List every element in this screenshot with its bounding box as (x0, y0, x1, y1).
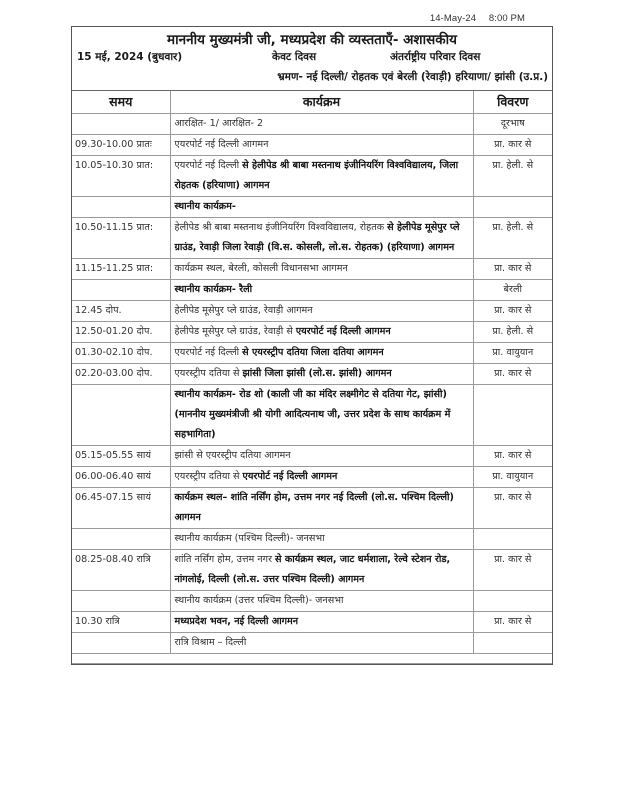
programme-text: एयरपोर्ट नई दिल्ली (174, 160, 243, 171)
column-header-details: विवरण (473, 91, 552, 114)
row-time (72, 633, 170, 654)
schedule-row (72, 322, 552, 343)
row-programme (170, 218, 473, 259)
schedule-row (72, 114, 552, 135)
row-time: 06.00-06.40 सायं (72, 467, 170, 488)
row-details (473, 633, 552, 654)
schedule-row (72, 529, 552, 550)
programme-text: एयरपोर्ट नई दिल्ली (174, 347, 243, 358)
row-details: प्रा. हेली. से (473, 218, 552, 259)
row-time: 05.15-05.55 सायं (72, 446, 170, 467)
programme-text: आरक्षित- 1/ आरक्षित- 2 (174, 118, 264, 129)
row-time: 06.45-07.15 सायं (72, 488, 170, 529)
programme-text: एयरस्ट्रीप दतिया से (174, 471, 243, 482)
row-details: प्रा. कार से (473, 301, 552, 322)
row-details: प्रा. कार से (473, 612, 552, 633)
row-programme (170, 280, 473, 301)
programme-text-bold: मध्यप्रदेश भवन, नई दिल्ली आगमन (174, 616, 299, 627)
row-programme (170, 301, 473, 322)
schedule-row (72, 135, 552, 156)
programme-text-bold: एयरपोर्ट नई दिल्ली आगमन (295, 326, 391, 337)
row-time: 09.30-10.00 प्रातः (72, 135, 170, 156)
row-time: 10.05-10.30 प्रात: (72, 156, 170, 197)
schedule-row (72, 467, 552, 488)
schedule-row (72, 385, 552, 446)
programme-text-bold: से कार्यक्रम स्थल, जाट धर्मशाला, रेल्वे स्टेशन रोड, नांगलोई, दिल्ली (लो.स. उत्तर पश्चिम दिल्ली) आगमन (174, 554, 451, 585)
programme-text-bold: कार्यक्रम स्थल– शांति नर्सिंग होम, उत्तम नगर नई दिल्ली (लो.स. पश्चिम दिल्ली) आगमन (174, 492, 454, 523)
print-timestamp (430, 13, 525, 24)
programme-text-bold: से एयरस्ट्रीप दतिया जिला दतिया आगमन (242, 347, 384, 358)
observance-day-1: केवट दिवस (272, 51, 317, 63)
programme-text: स्थानीय कार्यक्रम (उत्तर पश्चिम दिल्ली)- जनसभा (174, 595, 344, 606)
schedule-row (72, 488, 552, 529)
row-programme (170, 156, 473, 197)
row-time: 12.45 दोप. (72, 301, 170, 322)
observance-day-2: अंतर्राष्ट्रीय परिवार दिवस (390, 51, 481, 63)
row-time: 11.15-11.25 प्रात: (72, 259, 170, 280)
row-programme (170, 529, 473, 550)
schedule-row (72, 591, 552, 612)
empty-cell (72, 654, 552, 664)
row-programme (170, 114, 473, 135)
row-programme (170, 364, 473, 385)
row-details: दूरभाष (473, 114, 552, 135)
row-programme (170, 135, 473, 156)
programme-text: झांसी से एयरस्ट्रीप दतिया आगमन (174, 450, 291, 461)
schedule-row (72, 446, 552, 467)
programme-text-bold: एयरपोर्ट नई दिल्ली आगमन (242, 471, 338, 482)
schedule-row (72, 197, 552, 218)
schedule-row (72, 280, 552, 301)
schedule-row (72, 259, 552, 280)
row-details: प्रा. वायुयान (473, 467, 552, 488)
programme-text: हेलीपेड मूसेपुर प्ले ग्राउंड, रेवाड़ी आगमन (174, 305, 313, 316)
programme-text-bold: स्थानीय कार्यक्रम- रैली (174, 284, 253, 295)
row-time (72, 591, 170, 612)
row-time (72, 385, 170, 446)
row-details (473, 529, 552, 550)
print-date: 14-May-24 (429, 13, 477, 24)
row-time: 02.20-03.00 दोप. (72, 364, 170, 385)
row-time: 12.50-01.20 दोप. (72, 322, 170, 343)
row-programme (170, 322, 473, 343)
row-time (72, 529, 170, 550)
row-programme (170, 446, 473, 467)
schedule-row (72, 550, 552, 591)
row-details (473, 197, 552, 218)
programme-text-bold: से हेलीपेड मूसेपुर प्ले ग्राउंड, रेवाड़ी जिला रेवाड़ी (वि.स. कोसली, लो.स. रोहतक) (हरियाणा) आगमन (174, 222, 460, 253)
row-details: प्रा. कार से (473, 259, 552, 280)
row-details: प्रा. कार से (473, 446, 552, 467)
row-details: प्रा. हेली. से (473, 156, 552, 197)
programme-text: एयरपोर्ट नई दिल्ली आगमन (174, 139, 269, 150)
row-details (473, 591, 552, 612)
schedule-row (72, 218, 552, 259)
row-programme (170, 591, 473, 612)
column-header-row (72, 91, 552, 114)
tour-itinerary: भ्रमण- नई दिल्ली/ रोहतक एवं बेरली (रेवाड़ी) हरियाणा/ झांसी (उ.प्र.) (277, 71, 548, 83)
print-time: 8:00 PM (488, 13, 525, 24)
row-time: 10.50-11.15 प्रात: (72, 218, 170, 259)
column-header-time: समय (72, 91, 170, 114)
schedule-table (72, 91, 552, 664)
row-programme (170, 633, 473, 654)
row-time (72, 280, 170, 301)
column-header-programme: कार्यक्रम (170, 91, 473, 114)
programme-text-bold: स्थानीय कार्यक्रम- रोड शो (काली जी का मंदिर लक्ष्मीगेट से दतिया गेट, झांसी) (माननीय मुख्यमंत्रीजी श्री योगी आदित्यनाथ जी, उत्तर प्रदेश के साथ कार्यक्रम में सहभागिता) (174, 389, 451, 440)
row-time: 01.30-02.10 दोप. (72, 343, 170, 364)
schedule-date: 15 मई, 2024 (बुधवार) (77, 51, 183, 63)
document-title: माननीय मुख्यमंत्री जी, मध्यप्रदेश की व्यस्तताएँ- अशासकीय (167, 32, 457, 48)
row-programme (170, 197, 473, 218)
row-details: प्रा. कार से (473, 488, 552, 529)
programme-text: एयरस्ट्रीप दतिया से (174, 368, 243, 379)
schedule-row (72, 633, 552, 654)
row-programme (170, 467, 473, 488)
row-programme (170, 550, 473, 591)
row-time: 10.30 रात्रि (72, 612, 170, 633)
schedule-document (71, 26, 553, 665)
schedule-row (72, 156, 552, 197)
row-details: प्रा. कार से (473, 550, 552, 591)
row-details: प्रा. कार से (473, 135, 552, 156)
programme-text: शांति नर्सिंग होम, उत्तम नगर (174, 554, 276, 565)
row-programme (170, 259, 473, 280)
row-programme (170, 385, 473, 446)
schedule-row (72, 612, 552, 633)
programme-text: कार्यक्रम स्थल, बेरली, कोसली विधानसभा आगमन (174, 263, 348, 274)
row-programme (170, 612, 473, 633)
empty-row (72, 654, 552, 664)
programme-text-bold: स्थानीय कार्यक्रम- (174, 201, 236, 212)
programme-text-bold: झांसी जिला झांसी (लो.स. झांसी) आगमन (242, 368, 392, 379)
row-details: प्रा. कार से (473, 364, 552, 385)
programme-text-bold: से हेलीपेड श्री बाबा मस्तनाथ इंजीनियरिंग विश्वविद्यालय, जिला रोहतक (हरियाणा) आगमन (174, 160, 459, 191)
programme-text: हेलीपेड श्री बाबा मस्तनाथ इंजीनियरिंग विश्वविद्यालय, रोहतक (174, 222, 388, 233)
programme-text: हेलीपेड मूसेपुर प्ले ग्राउंड, रेवाड़ी से (174, 326, 296, 337)
row-programme (170, 488, 473, 529)
schedule-row (72, 343, 552, 364)
schedule-row (72, 301, 552, 322)
row-details: बेरली (473, 280, 552, 301)
row-details: प्रा. हेली. से (473, 322, 552, 343)
row-time (72, 114, 170, 135)
row-programme (170, 343, 473, 364)
row-details (473, 385, 552, 446)
document-header (72, 27, 552, 91)
row-time (72, 197, 170, 218)
row-time: 08.25-08.40 रात्रि (72, 550, 170, 591)
programme-text: रात्रि विश्राम – दिल्ली (174, 637, 247, 648)
programme-text: स्थानीय कार्यक्रम (पश्चिम दिल्ली)- जनसभा (174, 533, 325, 544)
row-details: प्रा. वायुयान (473, 343, 552, 364)
schedule-row (72, 364, 552, 385)
